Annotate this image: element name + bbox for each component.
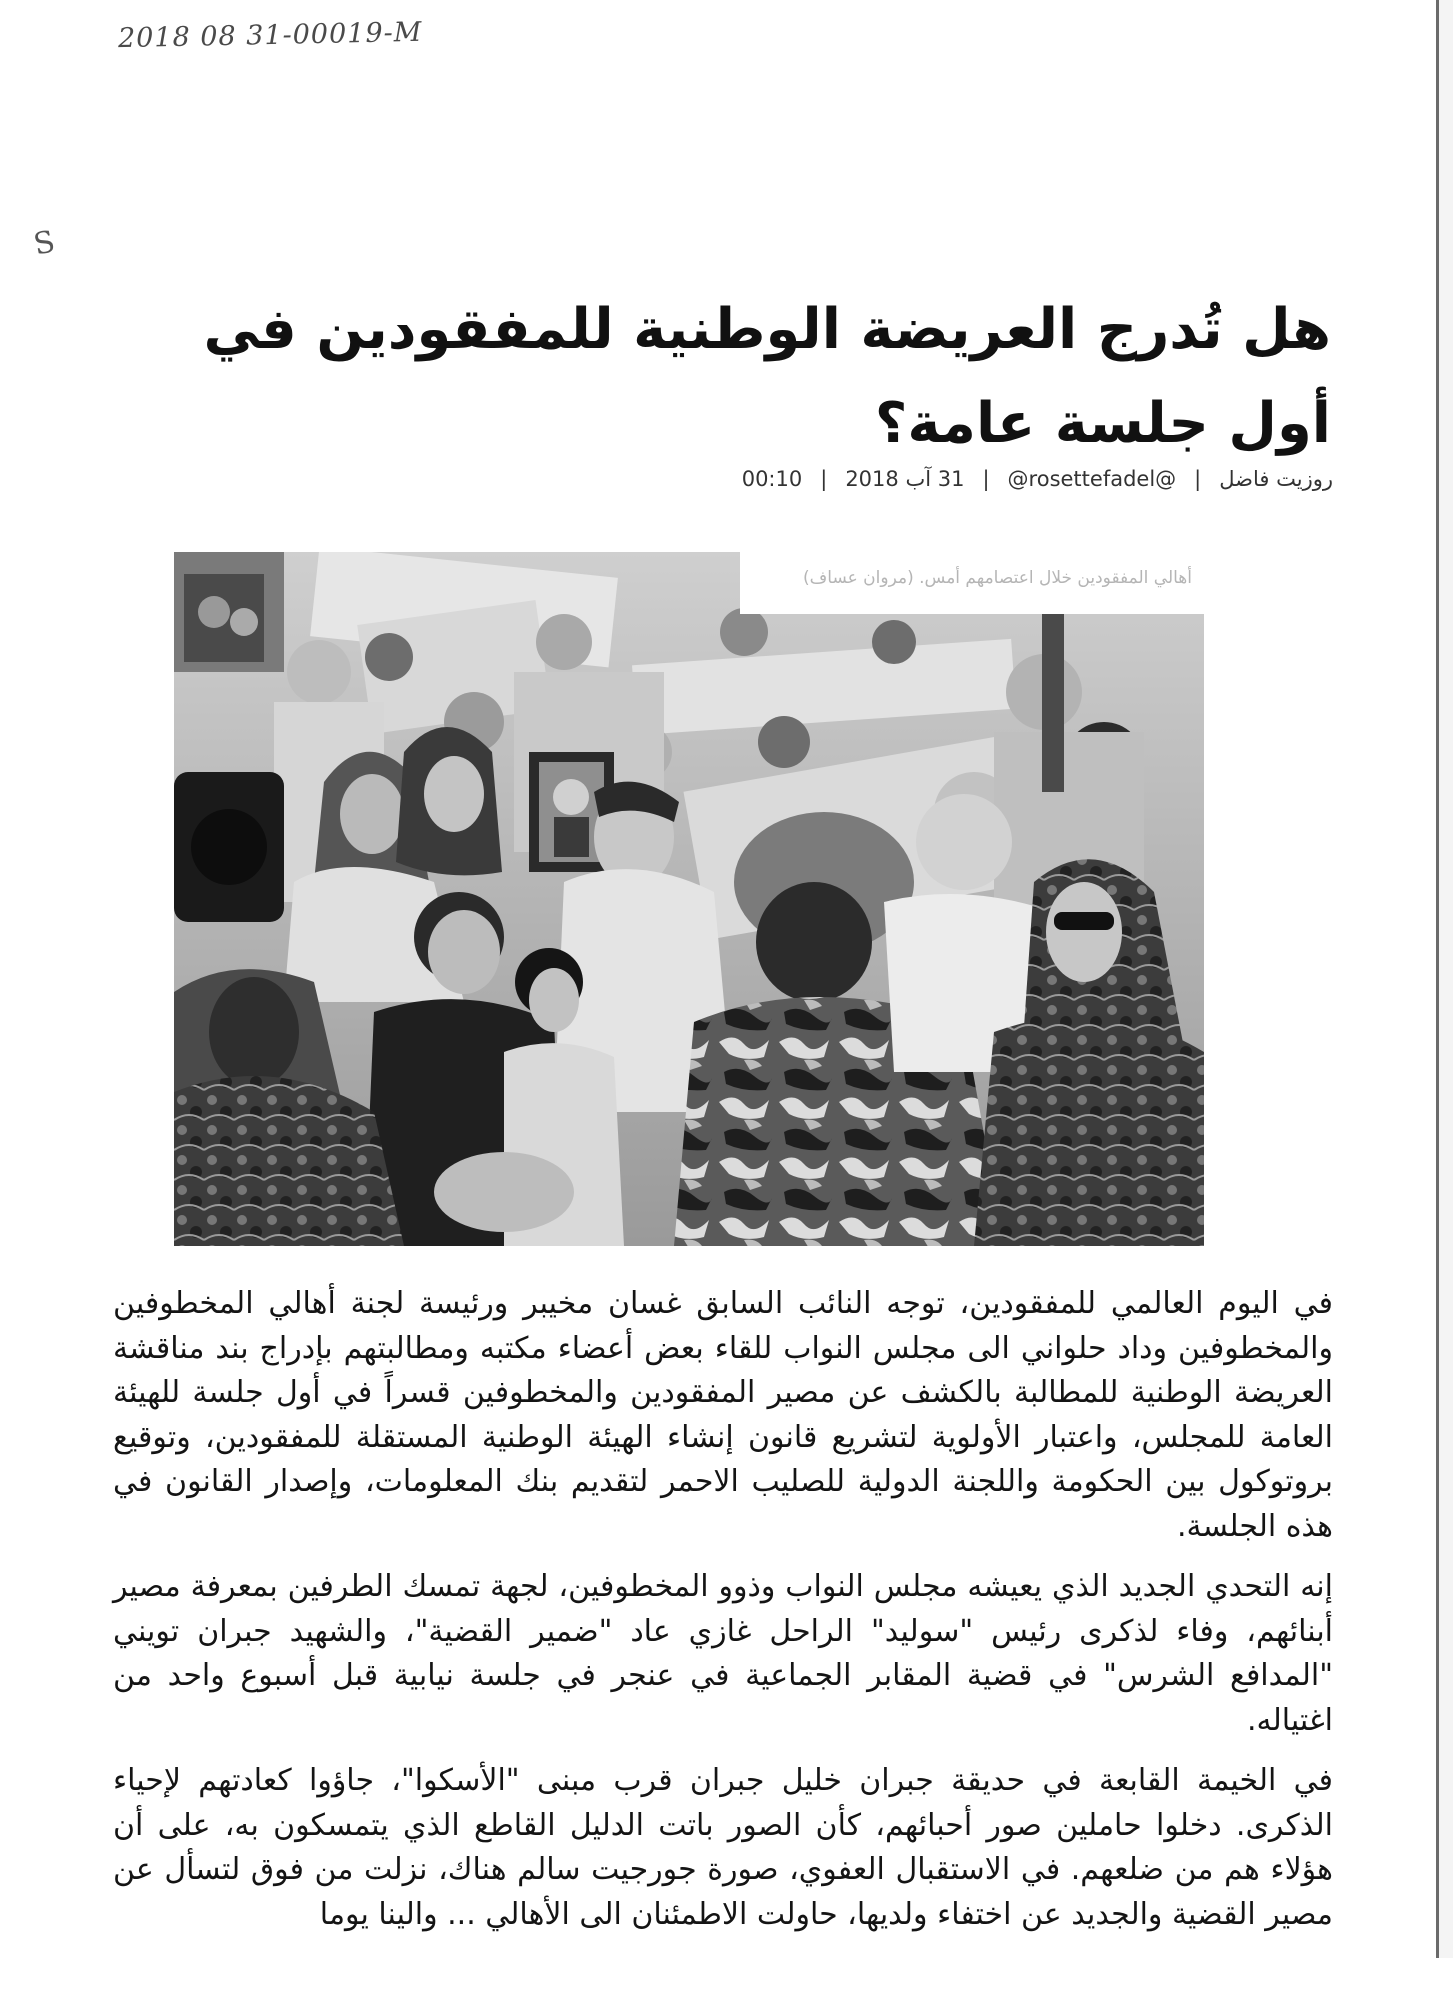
author-name: روزيت فاضل [1219,467,1333,491]
byline-separator: | [820,467,828,491]
publish-date: 31 آب 2018 [845,467,965,491]
byline-separator: | [1194,467,1202,491]
byline-separator: | [982,467,990,491]
publish-time: 00:10 [741,467,803,491]
article-photo [174,552,1204,1246]
handwritten-mark: S [30,224,58,263]
scan-border [1439,0,1453,2000]
article-paragraph: في اليوم العالمي للمفقودين، توجه النائب السابق غسان مخيبر ورئيسة لجنة أهالي المخطوفين والمخطوفين وداد حلواني الى مجلس النواب للقاء بعض أعضاء مكتبه ومطالبتهم بإدراج بند مناقشة العريضة الوطنية للمطالبة بالكشف عن مصير المفقودين والمخطوفين قسراً في أول جلسة للهيئة العامة للمجلس، واعتبار الأولوية لتشريع قانون إنشاء الهيئة الوطنية المستقلة للمفقودين، وتوقيع بروتوكول بين الحكومة واللجنة الدولية للصليب الاحمر لتقديم بنك المعلومات، وإصدار القانون في هذه الجلسة. [113,1286,1333,1544]
author-handle: @rosettefadel@ [1007,467,1177,491]
handwritten-archive-id: 2018 08 31-00019-M [117,16,423,55]
article-body [113,1282,1333,1953]
article-paragraph: إنه التحدي الجديد الذي يعيشه مجلس النواب وذوو المخطوفين، لجهة تمسك الطرفين بمعرفة مصير أبنائهم، وفاء لذكرى رئيس "سوليد" الراحل غازي عاد "ضمير القضية"، والشهيد جبران تويني "المدافع الشرس" في قضية المقابر الجماعية في عنجر في جلسة نيابية قبل أسبوع واحد من اغتياله. [113,1569,1333,1738]
article-title: هل تُدرج العريضة الوطنية للمفقودين في أول جلسة عامة؟ [203,297,1331,456]
article-paragraph: في الخيمة القابعة في حديقة جبران خليل جبران قرب مبنى "الأسكوا"، جاؤوا كعادتهم لإحياء الذكرى. دخلوا حاملين صور أحبائهم، كأن الصور باتت الدليل القاطع الذي يتمسكون به، على أن هؤلاء هم من ضلعهم. في الاستقبال العفوي، صورة جورجيت سالم هناك، نزلت من فوق لتسأل عن مصير القضية والجديد عن اختفاء ولديها، حاولت الاطمئنان الى الأهالي ... والينا يوما [113,1763,1333,1932]
article-byline [742,467,1333,491]
protest-photo-icon [174,552,1204,1246]
scan-bottom-margin [0,1958,1453,2000]
photo-caption: أهالي المفقودين خلال اعتصامهم أمس. (مروان عساف) [803,568,1192,588]
scan-edge-line [1436,0,1439,2000]
